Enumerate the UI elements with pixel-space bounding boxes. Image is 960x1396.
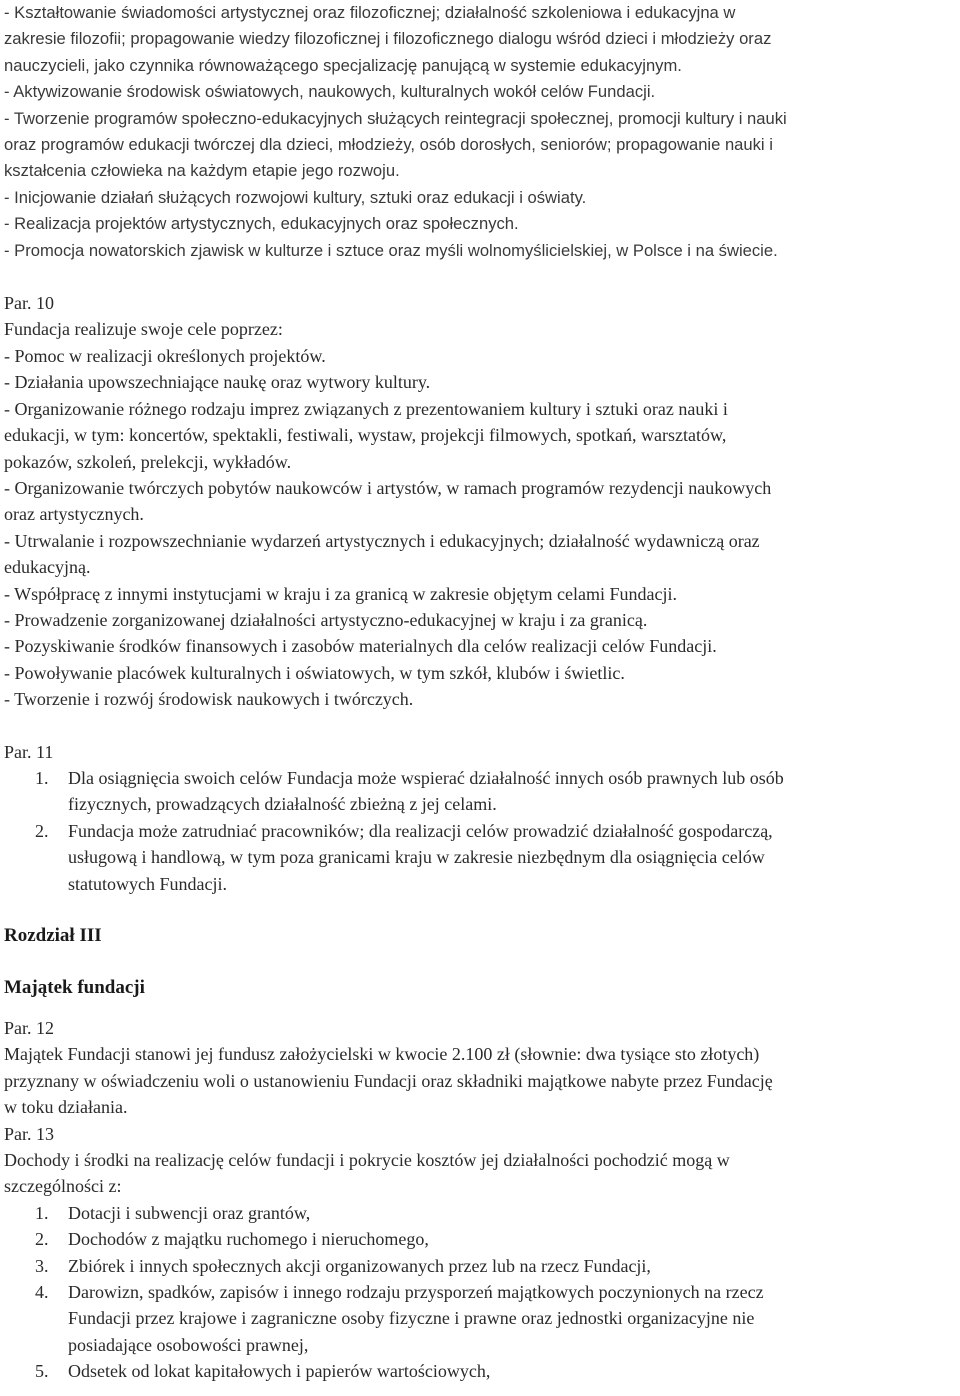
text-line: Odsetek od lokat kapitałowych i papierów wartościowych, <box>68 1361 491 1382</box>
text-line: nauczycieli, jako czynnika równoważącego specjalizację panującą w systemie edukacyjnym. <box>4 55 682 75</box>
text-line: - Prowadzenie zorganizowanej działalności artystyczno-edukacyjnej w kraju i za granicą. <box>4 609 648 630</box>
list-item <box>4 1253 954 1279</box>
text-line: zakresie filozofii; propagowanie wiedzy filozoficznej i filozoficznego dialogu wśród dzieci i młodzieży oraz <box>4 29 772 49</box>
text-line: statutowych Fundacji. <box>68 873 227 894</box>
chapter-heading: Rozdział III <box>4 925 102 946</box>
text-line: oraz artystycznych. <box>4 504 144 525</box>
text-line: Zbiórek i innych społecznych akcji organizowanych przez lub na rzecz Fundacji, <box>68 1255 651 1276</box>
text-line: Dla osiągnięcia swoich celów Fundacja może wspierać działalność innych osób prawnych lub osób <box>68 767 784 788</box>
text-line: - Organizowanie twórczych pobytów naukowców i artystów, w ramach programów rezydencji naukowych <box>4 477 772 498</box>
text-line: Fundacja może zatrudniać pracowników; dla realizacji celów prowadzić działalność gospodarczą, <box>68 820 773 841</box>
text-line: - Organizowanie różnego rodzaju imprez związanych z prezentowaniem kultury i sztuki oraz nauki i <box>4 398 728 419</box>
text-line: - Tworzenie programów społeczno-edukacyjnych służących reintegracji społecznej, promocji kultury i nauki <box>4 108 787 128</box>
text-line: oraz programów edukacji twórczej dla dzieci, młodzieży, osób dorosłych, seniorów; propagowanie nauki i <box>4 135 773 155</box>
list-number: 1. <box>35 767 49 788</box>
paragraph-title: Par. 10 <box>4 293 55 314</box>
text-line: Dotacji i subwencji oraz grantów, <box>68 1202 311 1223</box>
section-heading: Majątek fundacji <box>4 977 145 998</box>
text-line: w toku działania. <box>4 1097 128 1118</box>
text-line: pokazów, szkoleń, prelekcji, wykładów. <box>4 451 292 472</box>
text-line: Dochodów z majątku ruchomego i nieruchomego, <box>68 1229 429 1250</box>
list-item <box>4 1200 954 1226</box>
paragraph-13 <box>4 1121 954 1385</box>
list-item <box>4 1279 954 1358</box>
list-number: 3. <box>35 1255 49 1276</box>
intro-goals <box>4 0 954 264</box>
text-line: - Tworzenie i rozwój środowisk naukowych i twórczych. <box>4 689 414 710</box>
text-line: Majątek Fundacji stanowi jej fundusz założycielski w kwocie 2.100 zł (słownie: dwa tysiące sto złotych) <box>4 1044 760 1065</box>
paragraph-title: Par. 11 <box>4 741 54 762</box>
text-line: - Realizacja projektów artystycznych, edukacyjnych oraz społecznych. <box>4 214 519 234</box>
text-line: - Pozyskiwanie środków finansowych i zasobów materialnych dla celów realizacji celów Fundacji. <box>4 636 717 657</box>
document-page <box>4 0 954 1385</box>
paragraph-11 <box>4 739 954 897</box>
text-line: - Współpracę z innymi instytucjami w kraju i za granicą w zakresie objętym celami Fundacji. <box>4 583 677 604</box>
text-line: fizycznych, prowadzących działalność zbieżną z jej celami. <box>68 794 497 815</box>
text-line: szczególności z: <box>4 1176 122 1197</box>
list-number: 1. <box>35 1202 49 1223</box>
paragraph-10 <box>4 290 954 713</box>
numbered-list <box>4 1200 954 1385</box>
text-line: - Inicjowanie działań służących rozwojowi kultury, sztuki oraz edukacji i oświaty. <box>4 187 587 207</box>
list-item <box>4 1358 954 1384</box>
text-line: Fundacji przez krajowe i zagraniczne osoby fizyczne i prawne oraz jednostki organizacyjne nie <box>68 1308 755 1329</box>
list-number: 2. <box>35 820 49 841</box>
list-item <box>4 1226 954 1252</box>
paragraph-intro: Fundacja realizuje swoje cele poprzez: <box>4 319 283 340</box>
text-line: - Działania upowszechniające naukę oraz wytwory kultury. <box>4 372 431 393</box>
text-line: edukacji, w tym: koncertów, spektakli, festiwali, wystaw, projekcji filmowych, spotkań, warsztatów, <box>4 425 727 446</box>
list-number: 5. <box>35 1361 49 1382</box>
text-line: posiadające osobowości prawnej, <box>68 1334 309 1355</box>
text-line: usługową i handlową, w tym poza granicami kraju w zakresie niezbędnym dla osiągnięcia celów <box>68 847 765 868</box>
list-number: 4. <box>35 1282 49 1303</box>
text-line: - Utrwalanie i rozpowszechnianie wydarzeń artystycznych i edukacyjnych; działalność wydawniczą oraz <box>4 530 760 551</box>
text-line: - Promocja nowatorskich zjawisk w kulturze i sztuce oraz myśli wolnomyślicielskiej, w Polsce i na świecie. <box>4 240 778 260</box>
text-line: - Pomoc w realizacji określonych projektów. <box>4 345 326 366</box>
text-line: - Kształtowanie świadomości artystycznej oraz filozoficznej; działalność szkoleniowa i edukacyjna w <box>4 3 736 22</box>
list-number: 2. <box>35 1229 49 1250</box>
text-line: Darowizn, spadków, zapisów i innego rodzaju przysporzeń majątkowych poczynionych na rzecz <box>68 1282 764 1303</box>
text-line: edukacyjną. <box>4 557 91 578</box>
paragraph-12 <box>4 1015 954 1121</box>
paragraph-title: Par. 13 <box>4 1123 55 1144</box>
text-line: - Powoływanie placówek kulturalnych i oświatowych, w tym szkół, klubów i świetlic. <box>4 662 625 683</box>
text-line: Dochody i środki na realizację celów fundacji i pokrycie kosztów jej działalności pochodzić mogą w <box>4 1150 730 1171</box>
paragraph-title: Par. 12 <box>4 1018 55 1038</box>
list-item <box>4 818 954 897</box>
list-item <box>4 765 954 818</box>
text-line: - Aktywizowanie środowisk oświatowych, naukowych, kulturalnych wokół celów Fundacji. <box>4 82 656 102</box>
numbered-list <box>4 765 954 897</box>
text-line: kształcenia człowieka na każdym etapie jego rozwoju. <box>4 161 400 181</box>
text-line: przyznany w oświadczeniu woli o ustanowieniu Fundacji oraz składniki majątkowe nabyte przez Fundację <box>4 1070 773 1091</box>
